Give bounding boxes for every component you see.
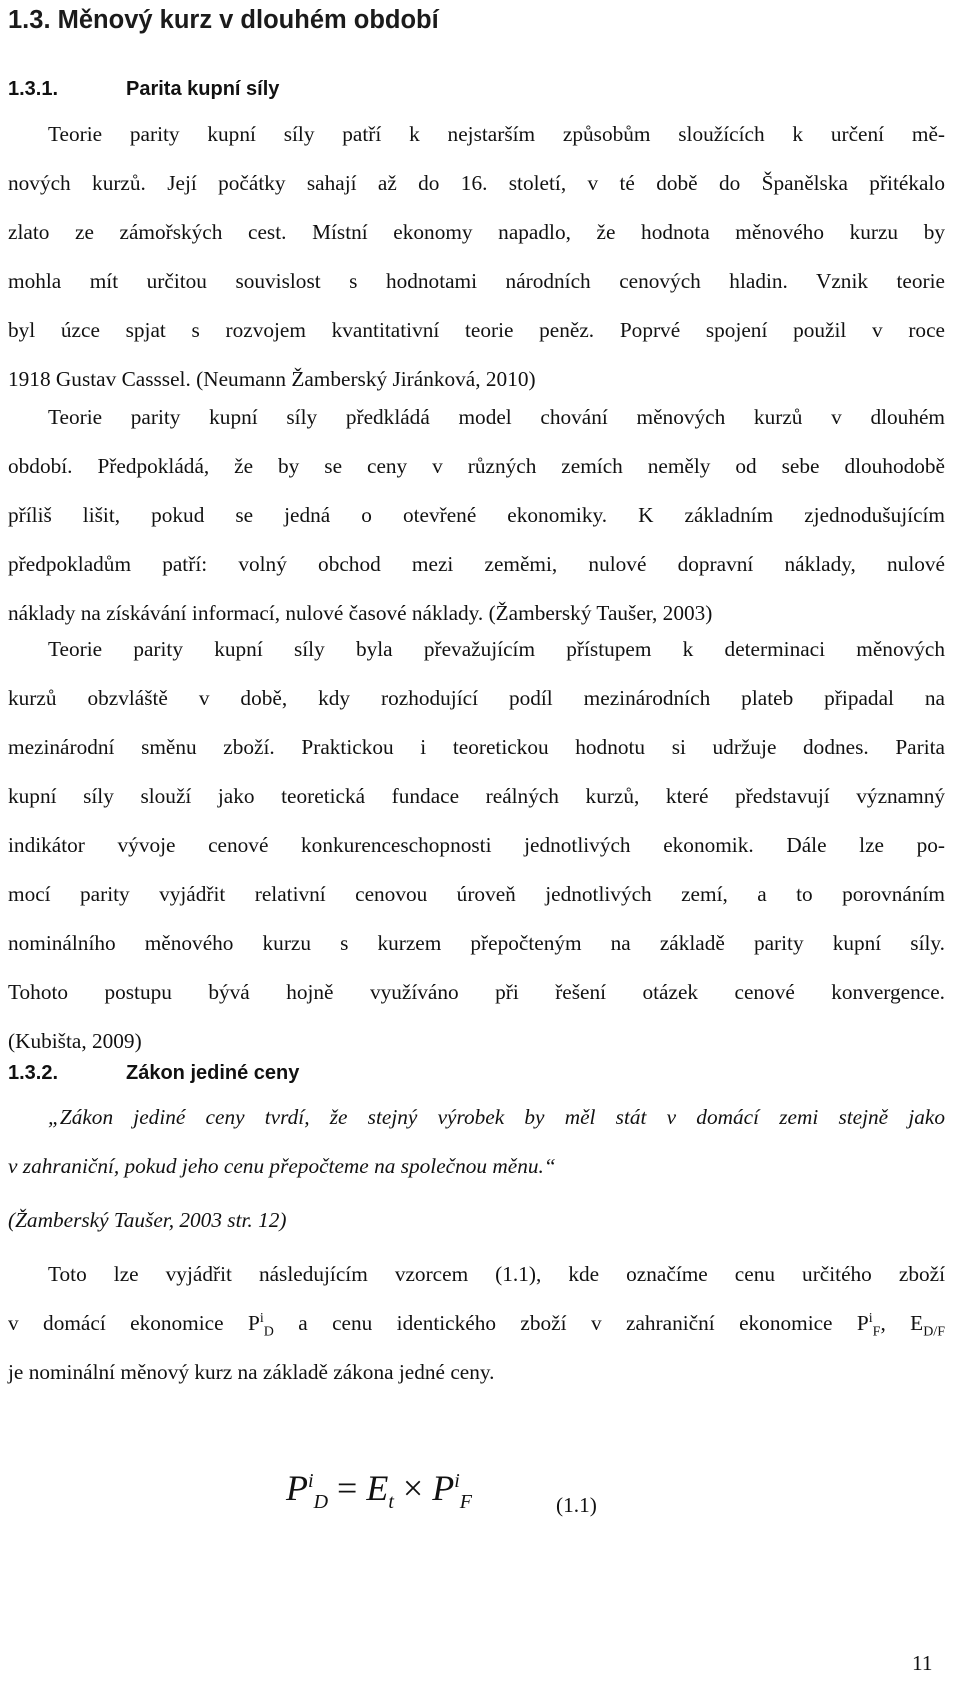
text-line: indikátor vývoje cenové konkurenceschopnosti jednotlivých ekonomik. Dále lze po- <box>8 833 945 857</box>
section-title: Parita kupní síly <box>126 78 280 100</box>
text-line: zlato ze zámořských cest. Místní ekonomy napadlo, že hodnota měnového kurzu by <box>8 220 945 244</box>
subscript: D <box>263 1324 274 1340</box>
text-line: byl úzce spjat s rozvojem kvantitativní teorie peněz. Poprvé spojení použil v roce <box>8 318 945 342</box>
formula-superscript: i <box>308 1470 314 1492</box>
superscript: i <box>259 1310 264 1326</box>
formula-subscript: F <box>459 1491 472 1514</box>
text-line: Teorie parity kupní síly předkládá model chování měnových kurzů v dlouhém <box>48 405 945 429</box>
text-line: kupní síly slouží jako teoretická fundace reálných kurzů, které představují významný <box>8 784 945 808</box>
text-line: nominálního měnového kurzu s kurzem přepočteným na základě parity kupní síly. <box>8 931 945 955</box>
formula-symbol: P <box>432 1468 455 1508</box>
text-line: příliš lišit, pokud se jedná o otevřené ekonomiky. K základním zjednodušujícím <box>8 503 945 527</box>
text-line-with-symbols <box>8 1299 945 1348</box>
text-line: Teorie parity kupní síly byla převažujícím přístupem k determinaci měnových <box>48 637 945 661</box>
text-run: a cenu identického zboží v zahraniční ekonomice P <box>273 1311 869 1335</box>
text-line: Tohoto postupu bývá hojně využíváno při řešení otázek cenové konvergence. <box>8 980 945 1004</box>
formula-number: (1.1) <box>556 1493 597 1517</box>
chapter-heading: 1.3. Měnový kurz v dlouhém období <box>8 6 439 34</box>
quote-line: „Zákon jediné ceny tvrdí, že stejný výrobek by měl stát v domácí zemi stejně jako <box>48 1105 945 1129</box>
formula-operator: × <box>393 1468 433 1508</box>
text-run: , E <box>880 1311 924 1335</box>
text-run: v domácí ekonomice P <box>8 1311 260 1335</box>
text-line: mohla mít určitou souvislost s hodnotami národních cenových hladin. Vznik teorie <box>8 269 945 293</box>
paragraph-3 <box>8 625 945 1066</box>
text-line: (Kubišta, 2009) <box>8 1029 142 1053</box>
text-line: kurzů obzvláště v době, kdy rozhodující podíl mezinárodních plateb připadal na <box>8 686 945 710</box>
text-line: období. Předpokládá, že by se ceny v různých zemích neměly od sebe dlouhodobě <box>8 454 945 478</box>
text-line: je nominální měnový kurz na základě zákona jedné ceny. <box>8 1360 495 1384</box>
quote-source <box>8 1196 945 1245</box>
text-line: 1918 Gustav Casssel. (Neumann Žamberský Jiránková, 2010) <box>8 367 536 391</box>
formula-1-1 <box>286 1458 472 1518</box>
paragraph-1 <box>8 110 945 404</box>
superscript: i <box>868 1310 873 1326</box>
quote-source-text: (Žamberský Taušer, 2003 str. 12) <box>8 1208 287 1232</box>
text-line: předpokladům patří: volný obchod mezi zeměmi, nulové dopravní náklady, nulové <box>8 552 945 576</box>
formula-symbol: E <box>366 1468 389 1508</box>
text-line: Teorie parity kupní síly patří k nejstarším způsobům sloužících k určení mě- <box>48 122 945 146</box>
text-line: Toto lze vyjádřit následujícím vzorcem (1.1), kde označíme cenu určitého zboží <box>48 1262 945 1286</box>
formula-symbol: P <box>286 1468 308 1508</box>
section-heading-1 <box>8 74 279 104</box>
formula-superscript: i <box>454 1470 460 1492</box>
paragraph-2 <box>8 393 945 638</box>
text-line: mezinárodní směnu zboží. Praktickou i teoretickou hodnotu si udržuje dodnes. Parita <box>8 735 945 759</box>
text-line: nových kurzů. Její počátky sahají až do 16. století, v té době do Španělska přitékalo <box>8 171 945 195</box>
section-title: Zákon jediné ceny <box>126 1062 300 1084</box>
paragraph-4 <box>8 1250 945 1397</box>
text-line: mocí parity vyjádřit relativní cenovou úroveň jednotlivých zemí, a to porovnáním <box>8 882 945 906</box>
quote-line: v zahraniční, pokud jeho cenu přepočteme na společnou měnu.“ <box>8 1154 556 1178</box>
section-heading-2 <box>8 1058 299 1088</box>
page-number: 11 <box>912 1651 933 1675</box>
subscript: D/F <box>923 1324 945 1340</box>
quote-block <box>8 1093 945 1191</box>
formula-subscript: t <box>388 1491 394 1514</box>
section-number: 1.3.2. <box>8 1062 59 1084</box>
subscript: F <box>872 1324 881 1340</box>
section-number: 1.3.1. <box>8 78 59 100</box>
text-line: náklady na získávání informací, nulové časové náklady. (Žamberský Taušer, 2003) <box>8 601 713 625</box>
formula-subscript: D <box>313 1491 329 1514</box>
formula-operator: = <box>328 1468 367 1508</box>
